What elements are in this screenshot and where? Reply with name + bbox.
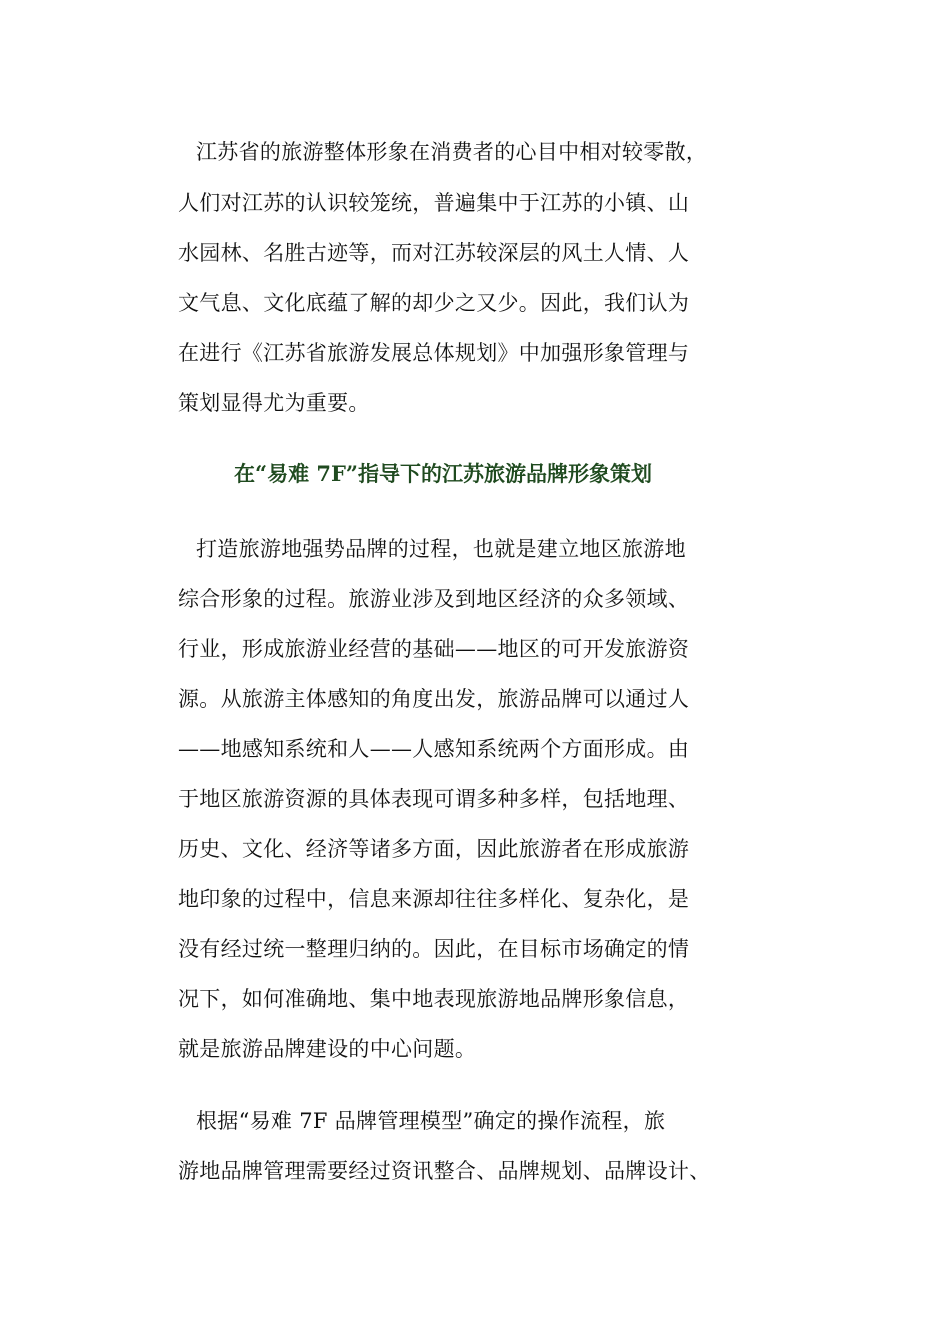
paragraph-line: 水园林、名胜古迹等，而对江苏较深层的风土人情、人 bbox=[178, 241, 690, 265]
paragraph-line: 人们对江苏的认识较笼统，普遍集中于江苏的小镇、山 bbox=[178, 191, 690, 215]
paragraph-line: 就是旅游品牌建设的中心问题。 bbox=[178, 1037, 477, 1061]
paragraph-line: 在进行《江苏省旅游发展总体规划》中加强形象管理与 bbox=[178, 341, 690, 365]
paragraph-line: 江苏省的旅游整体形象在消费者的心目中相对较零散， bbox=[196, 140, 708, 164]
paragraph-line: 策划显得尤为重要。 bbox=[178, 391, 370, 415]
paragraph-line: 游地品牌管理需要经过资讯整合、品牌规划、品牌设计、 bbox=[178, 1159, 711, 1183]
paragraph-line: 源。从旅游主体感知的角度出发，旅游品牌可以通过人 bbox=[178, 687, 690, 711]
paragraph-line: 文气息、文化底蕴了解的却少之又少。因此，我们认为 bbox=[178, 291, 690, 315]
paragraph-line: 打造旅游地强势品牌的过程，也就是建立地区旅游地 bbox=[196, 537, 686, 561]
paragraph-line: 没有经过统一整理归纳的。因此，在目标市场确定的情 bbox=[178, 937, 690, 961]
paragraph-line: 根据“易难 7F 品牌管理模型”确定的操作流程，旅 bbox=[196, 1109, 666, 1133]
paragraph-line: 地印象的过程中，信息来源却往往多样化、复杂化，是 bbox=[178, 887, 690, 911]
paragraph-line: 行业，形成旅游业经营的基础——地区的可开发旅游资 bbox=[178, 637, 690, 661]
paragraph-line: 综合形象的过程。旅游业涉及到地区经济的众多领域、 bbox=[178, 587, 690, 611]
paragraph-line: 于地区旅游资源的具体表现可谓多种多样，包括地理、 bbox=[178, 787, 690, 811]
section-heading: 在“易难 7F”指导下的江苏旅游品牌形象策划 bbox=[234, 461, 652, 486]
paragraph-line: ——地感知系统和人——人感知系统两个方面形成。由 bbox=[178, 737, 690, 761]
paragraph-line: 历史、文化、经济等诸多方面，因此旅游者在形成旅游 bbox=[178, 837, 690, 861]
paragraph-line: 况下，如何准确地、集中地表现旅游地品牌形象信息， bbox=[178, 987, 690, 1011]
